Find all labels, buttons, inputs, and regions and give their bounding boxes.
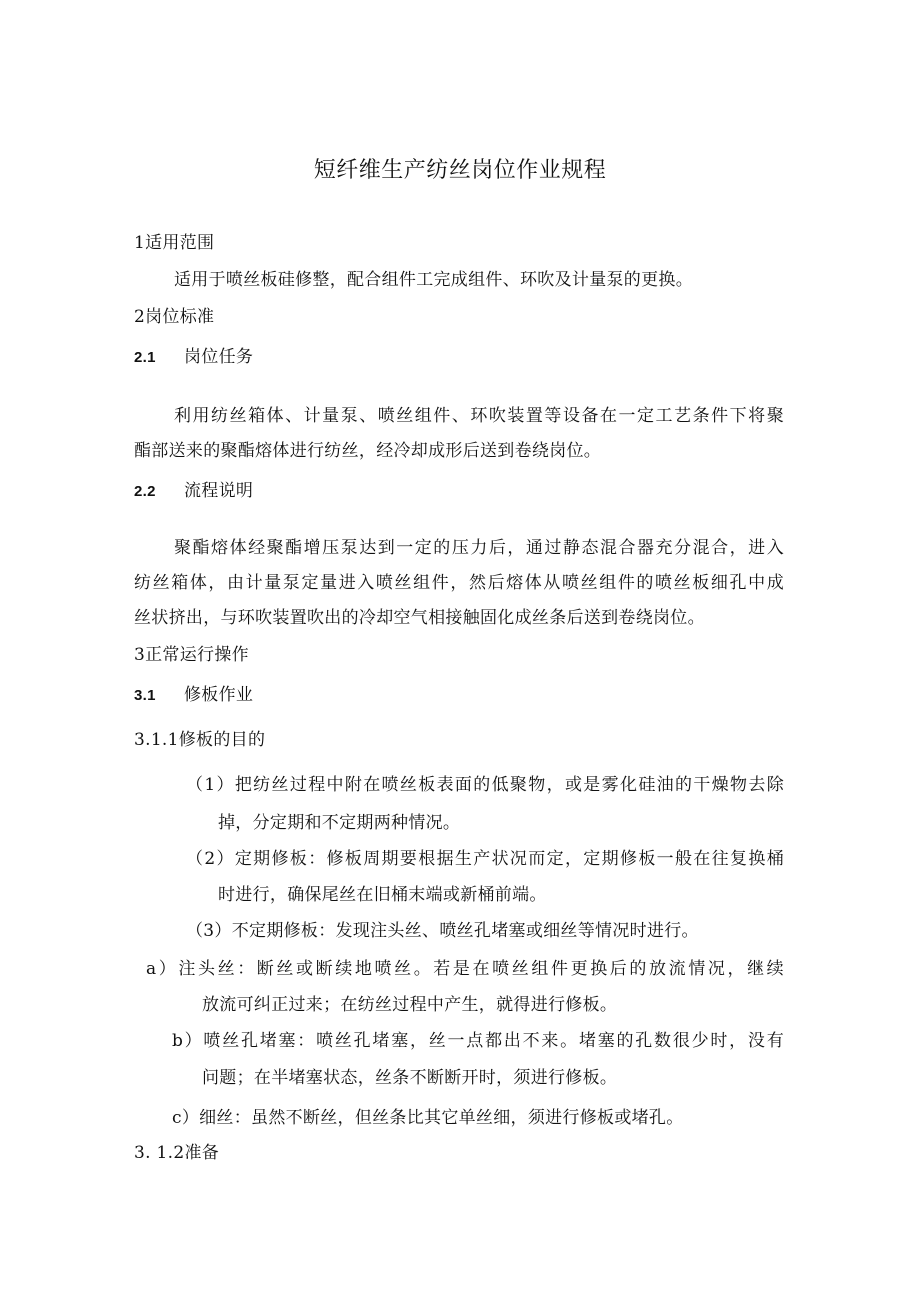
item-2-line-1: （2）定期修板：修板周期要根据生产状况而定，定期修板一般在往复换桶 [186,849,784,869]
section-2-2-number: 2.2 [134,483,156,500]
section-3-heading: 3正常运行操作 [134,645,249,665]
section-2-1-line-2: 酯部送来的聚酯熔体进行纺丝，经冷却成形后送到卷绕岗位。 [134,441,602,461]
section-1-heading: 1适用范围 [134,233,215,253]
section-2-1-number: 2.1 [134,349,156,366]
item-b-line-1: b）喷丝孔堵塞：喷丝孔堵塞，丝一点都出不来。堵塞的孔数很少时，没有 [172,1031,784,1051]
item-b-line-2: 问题；在半堵塞状态，丝条不断断开时，须进行修板。 [202,1068,618,1088]
item-3-line-1: （3）不定期修板：发现注头丝、喷丝孔堵塞或细丝等情况时进行。 [186,921,699,941]
section-2-2-title: 流程说明 [184,481,254,501]
section-3-1-heading [134,684,253,707]
item-c-line-1: c）细丝：虽然不断丝，但丝条比其它单丝细，须进行修板或堵孔。 [172,1108,684,1128]
section-2-1-heading [134,346,253,369]
section-2-2-line-1: 聚酯熔体经聚酯增压泵达到一定的压力后，通过静态混合器充分混合，进入 [174,538,784,558]
item-a-line-1: a）注头丝：断丝或断续地喷丝。若是在喷丝组件更换后的放流情况，继续 [146,959,784,979]
section-3-1-number: 3.1 [134,687,156,704]
section-2-1-line-1: 利用纺丝箱体、计量泵、喷丝组件、环吹装置等设备在一定工艺条件下将聚 [174,406,784,426]
section-2-2-heading [134,480,253,503]
section-2-heading: 2岗位标准 [134,307,215,327]
section-3-1-title: 修板作业 [184,685,254,705]
section-2-2-line-2: 纺丝箱体，由计量泵定量进入喷丝组件，然后熔体从喷丝组件的喷丝板细孔中成 [134,573,784,593]
section-1-text: 适用于喷丝板硅修整，配合组件工完成组件、环吹及计量泵的更换。 [174,270,693,290]
item-a-line-2: 放流可纠正过来；在纺丝过程中产生，就得进行修板。 [202,995,618,1015]
item-1-line-2: 掉，分定期和不定期两种情况。 [218,813,461,833]
item-2-line-2: 时进行，确保尾丝在旧桶末端或新桶前端。 [218,885,547,905]
document-title: 短纤维生产纺丝岗位作业规程 [313,158,607,183]
section-2-1-title: 岗位任务 [184,347,254,367]
item-1-line-1: （1）把纺丝过程中附在喷丝板表面的低聚物，或是雾化硅油的干燥物去除 [186,775,784,795]
section-3-1-2-heading: 3. 1.2准备 [134,1143,220,1163]
section-3-1-1-heading: 3.1.1修板的目的 [134,730,266,750]
section-2-2-line-3: 丝状挤出，与环吹装置吹出的冷却空气相接触固化成丝条后送到卷绕岗位。 [134,608,705,628]
